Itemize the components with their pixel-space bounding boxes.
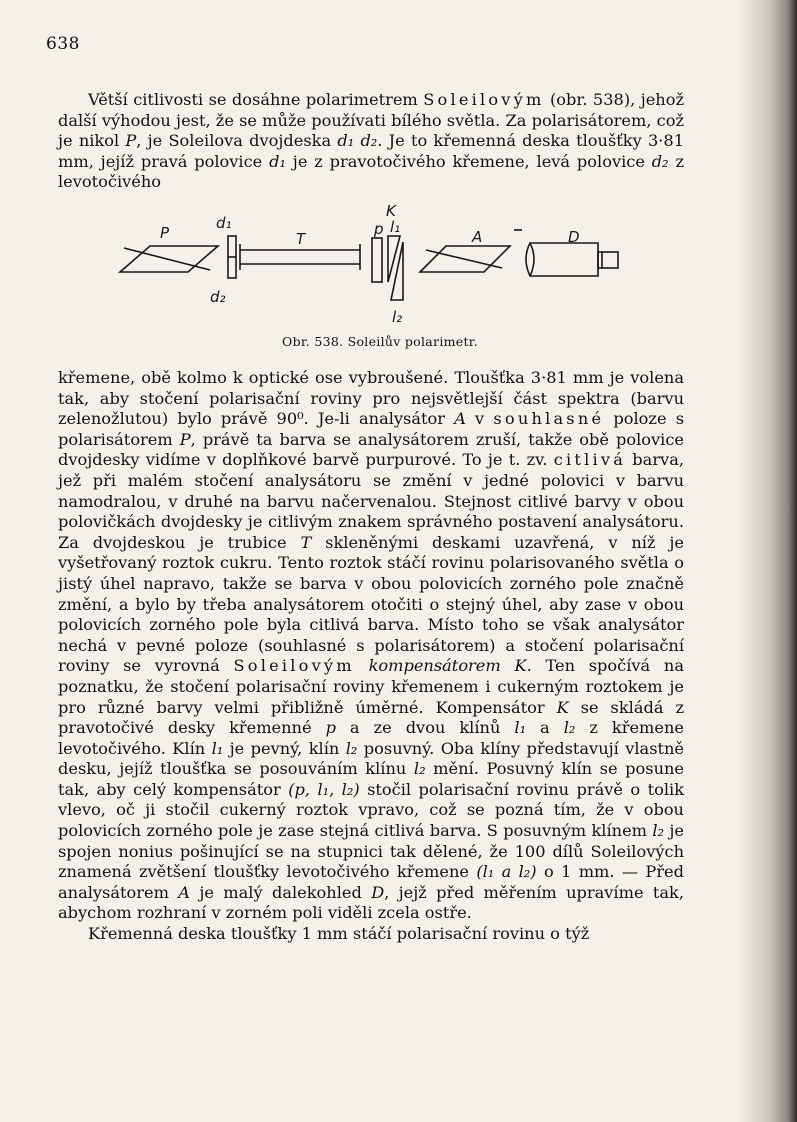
symbol: D [371, 882, 385, 902]
text: je malý dalekohled [189, 882, 372, 902]
symbol: l₂ [563, 718, 576, 738]
symbol: (l₁ a l₂) [476, 862, 537, 882]
text: , jejž před měřením upravíme tak, abychom rozhraní v zorném poli viděli zcela ostře. [58, 882, 684, 923]
text-spaced: citlivá [553, 450, 627, 470]
text: . Je to křemenná deska tloušťky 3·81 mm, jejíž pravá polovice [58, 131, 684, 171]
page-number: 638 [46, 34, 80, 54]
text: Křemenná deska tloušťky 1 mm stáčí polarisační rovinu o týž [88, 924, 590, 944]
symbol: l₂ [345, 738, 358, 758]
symbol: d₂ [651, 151, 669, 171]
figure-polarimeter [110, 200, 650, 349]
symbol: p [325, 718, 336, 738]
page-edge-shadow [737, 0, 797, 1122]
text: o 1 mm. — Před analysátorem [58, 862, 684, 902]
text: poloze s polarisátorem [58, 409, 685, 449]
symbol: d₁ [269, 151, 286, 171]
symbol: P [125, 131, 137, 151]
label-compensator: K [386, 202, 396, 220]
label-analyser: A [472, 228, 483, 246]
telescope-body [526, 243, 598, 276]
symbol: l₂ [652, 821, 665, 841]
symbol: A [454, 409, 466, 429]
text-spaced: souhlasné [493, 409, 605, 429]
label-tube: T [296, 230, 306, 248]
text [355, 656, 369, 675]
text-spaced: Soleilovým [233, 656, 355, 676]
text: se skládá z pravotočivé desky křemenné [58, 697, 684, 738]
text: a ze dvou klínů [335, 718, 515, 738]
symbol: l₂ [413, 759, 426, 779]
analyser-diagonal [426, 250, 502, 268]
text-spaced: Soleilovým [423, 90, 545, 109]
text: z levotočivého [58, 151, 684, 192]
symbol: d₁ d₂ [337, 131, 378, 151]
symbol: (p, l₁, l₂) [288, 779, 360, 799]
symbol: T [300, 532, 312, 552]
label-telescope: D [568, 228, 580, 246]
text: . Ten spočívá na poznatku, že stočení polarisační roviny křemenem i cukerným roztokem je pro různé barvy velmi přibližně úměrné. Kompensátor [58, 656, 684, 717]
polarizer-diagonal [124, 248, 210, 270]
wedge-l1 [388, 236, 400, 282]
term-italic: kompensátorem K [368, 656, 527, 676]
text: z křemene levotočivého. Klín [58, 718, 684, 758]
label-wedge-l1: l₁ [390, 218, 401, 236]
wedge-l2 [391, 242, 403, 300]
label-wedge-l2: l₂ [392, 308, 403, 326]
label-polarizer: P [160, 224, 170, 242]
text: (obr. 538), jehož další výhodou jest, že se může používati bílého světla. Za polarisátorem, což je nikol [58, 90, 684, 151]
paragraph-body [58, 368, 684, 945]
symbol: l₁ [514, 718, 527, 738]
figure-caption: Obr. 538. Soleilův polarimetr. [282, 334, 478, 349]
text: stočil polarisační rovinu právě o tolik vlevo, oč ji stočil cukerný roztok vpravo, což se pozná tím, že v obou polovicích zorného pole je zase stejná citlivá barva. S posuvným klínem [58, 779, 684, 841]
symbol: l₁ [211, 738, 224, 758]
text: je z pravotočivého křemene, levá polovice [285, 151, 652, 171]
paragraph-intro [58, 90, 684, 193]
text: skleněnými deskami uzavřená, v níž je vyšetřovaný roztok cukru. Tento roztok stáčí rovinu polarisovaného světla o jistý úhel napravo, takže se barva v obou polovicích zorného pole značně změní, a bylo by třeba analysátorem otočiti o stejný úhel, aby zase v obou polovicích zorného pole byla citlivá barva. Místo toho se však analysátor nechá v pevné poloze (souhlasné s polarisátorem) a stočení polarisační roviny se vyrovná [58, 532, 684, 676]
symbol: P [179, 429, 191, 449]
label-d2: d₂ [210, 288, 226, 306]
text: je pevný, klín [223, 738, 346, 758]
text: posuvný. Oba klíny představují vlastně desku, jejíž tloušťka se posouváním klínu [58, 738, 685, 779]
text: mění. Posuvný klín se posune tak, aby celý kompensátor [58, 759, 684, 799]
label-plate-p: p [374, 220, 384, 238]
text: v [465, 409, 494, 429]
text: Větší citlivosti se dosáhne polarimetrem [88, 90, 424, 109]
compensator-plate [372, 238, 382, 282]
text: barva, jež při malém stočení analysátoru se změní v jedné polovici v barvu namodralou, v druhé na barvu načervenalou. Stejnost citlivé barvy v obou polovičkách dvojdesky je citlivým znakem správného postavení analysátoru. Za dvojdeskou je trubice [58, 450, 684, 552]
text: je spojen nonius pošinující se na stupnici tak dělené, že 100 dílů Soleilových znamená zvětšení tloušťky levotočivého křemene [58, 821, 685, 882]
label-d1: d₁ [216, 214, 232, 232]
telescope-eyepiece [598, 252, 618, 268]
text: křemene, obě kolmo k optické ose vybroušené. Tloušťka 3·81 mm je volena tak, aby stočení polarisační roviny pro nejsvětlejší část spektra (barvu zelenožlutou) bylo právě 90⁰. Je-li analysátor [58, 368, 684, 429]
text: a [526, 718, 564, 738]
text: , právě ta barva se analysátorem zruší, takže obě polovice dvojdesky vidíme v doplňkové barvě purpurové. To je t. zv. [58, 429, 685, 470]
symbol: A [178, 882, 190, 902]
symbol: K [556, 697, 569, 717]
text: , je Soleilova dvojdeska [136, 131, 338, 151]
